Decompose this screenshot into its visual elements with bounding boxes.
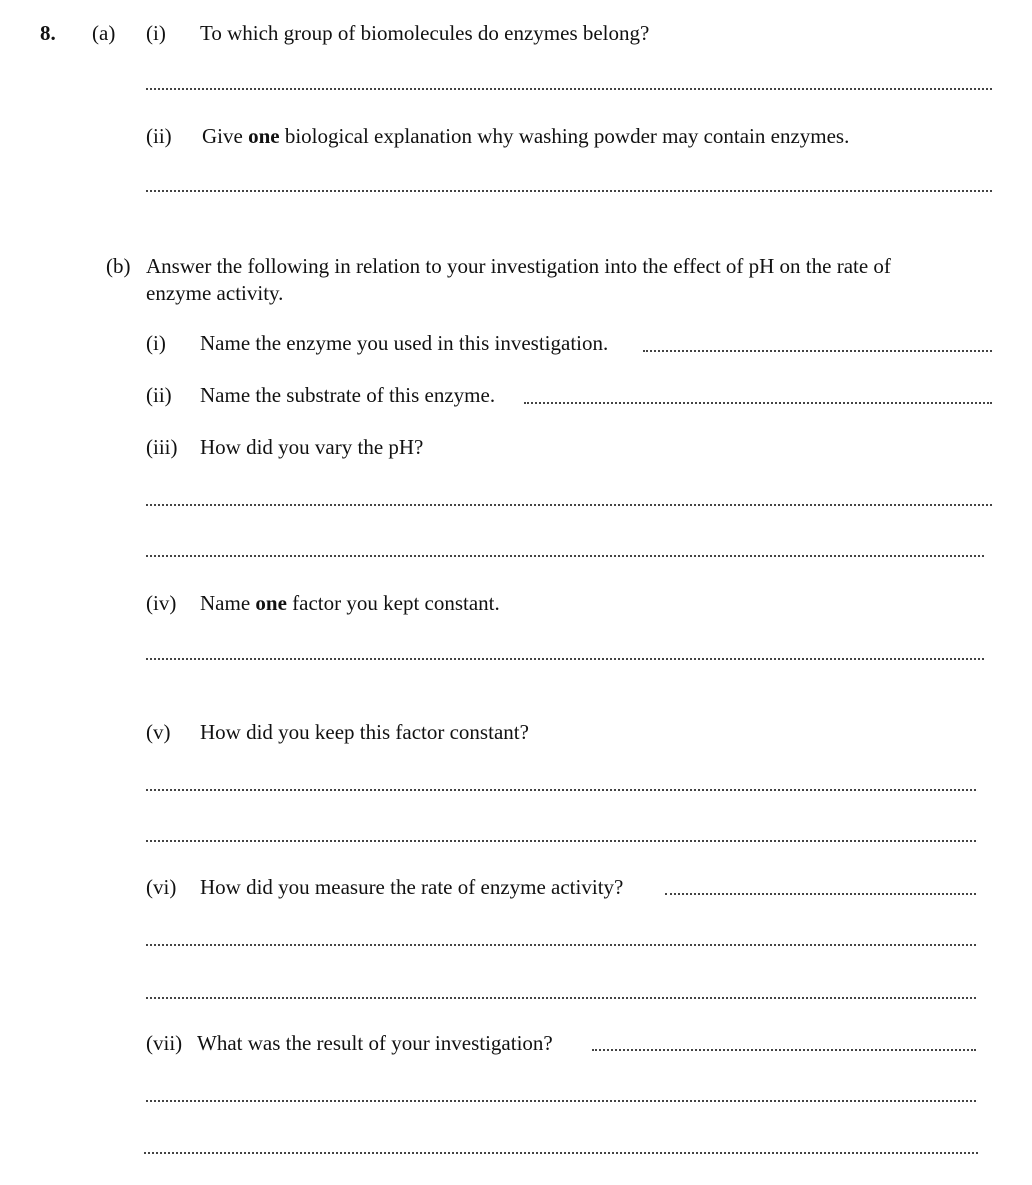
part-b-v-label: (v) — [146, 720, 171, 744]
part-b-iii-answer-line-2[interactable] — [146, 555, 984, 557]
part-b-v-question: How did you keep this factor constant? — [200, 720, 529, 744]
part-b-i-label: (i) — [146, 331, 166, 355]
part-b-iv-label: (iv) — [146, 591, 177, 615]
part-b-iv-answer-line[interactable] — [146, 658, 984, 660]
part-b-ii-question: Name the substrate of this enzyme. — [200, 383, 496, 407]
part-a-ii-label: (ii) — [146, 124, 172, 148]
emphasis-one: one — [255, 591, 287, 615]
part-b-vi-answer-line-3[interactable] — [146, 997, 976, 999]
part-b-vi-answer-line-1[interactable] — [665, 893, 976, 895]
part-b-vii-answer-line-3[interactable] — [144, 1152, 978, 1154]
part-b-intro-line-2: enzyme activity. — [146, 281, 284, 305]
part-b-vi-label: (vi) — [146, 875, 177, 899]
part-b-i-answer-line[interactable] — [643, 350, 992, 352]
part-a-i-answer-line[interactable] — [146, 88, 992, 90]
question-number: 8. — [40, 21, 56, 45]
part-b-v-answer-line-1[interactable] — [146, 789, 976, 791]
part-b-vii-answer-line-2[interactable] — [146, 1100, 976, 1102]
part-a-ii-question: Give one biological explanation why washing powder may contain enzymes. — [202, 124, 850, 148]
part-b-vii-question: What was the result of your investigation? — [197, 1031, 553, 1055]
part-b-iv-question: Name one factor you kept constant. — [200, 591, 500, 615]
part-b-vii-label: (vii) — [146, 1031, 183, 1055]
part-b-iii-answer-line-1[interactable] — [146, 504, 992, 506]
emphasis-one: one — [248, 124, 280, 148]
part-b-ii-answer-line[interactable] — [524, 402, 992, 404]
part-b-ii-label: (ii) — [146, 383, 172, 407]
part-a-ii-answer-line[interactable] — [146, 190, 992, 192]
part-b-label: (b) — [106, 254, 131, 278]
part-a-i-label: (i) — [146, 21, 166, 45]
part-b-intro-line-1: Answer the following in relation to your investigation into the effect of pH on the rate of — [146, 254, 891, 278]
part-b-vii-answer-line-1[interactable] — [592, 1049, 976, 1051]
part-a-i-question: To which group of biomolecules do enzymes belong? — [200, 21, 650, 45]
part-a-label: (a) — [92, 21, 116, 45]
part-b-vi-question: How did you measure the rate of enzyme activity? — [200, 875, 624, 899]
part-b-vi-answer-line-2[interactable] — [146, 944, 976, 946]
part-b-i-question: Name the enzyme you used in this investigation. — [200, 331, 609, 355]
part-b-iii-question: How did you vary the pH? — [200, 435, 424, 459]
part-b-iii-label: (iii) — [146, 435, 178, 459]
part-b-v-answer-line-2[interactable] — [146, 840, 976, 842]
